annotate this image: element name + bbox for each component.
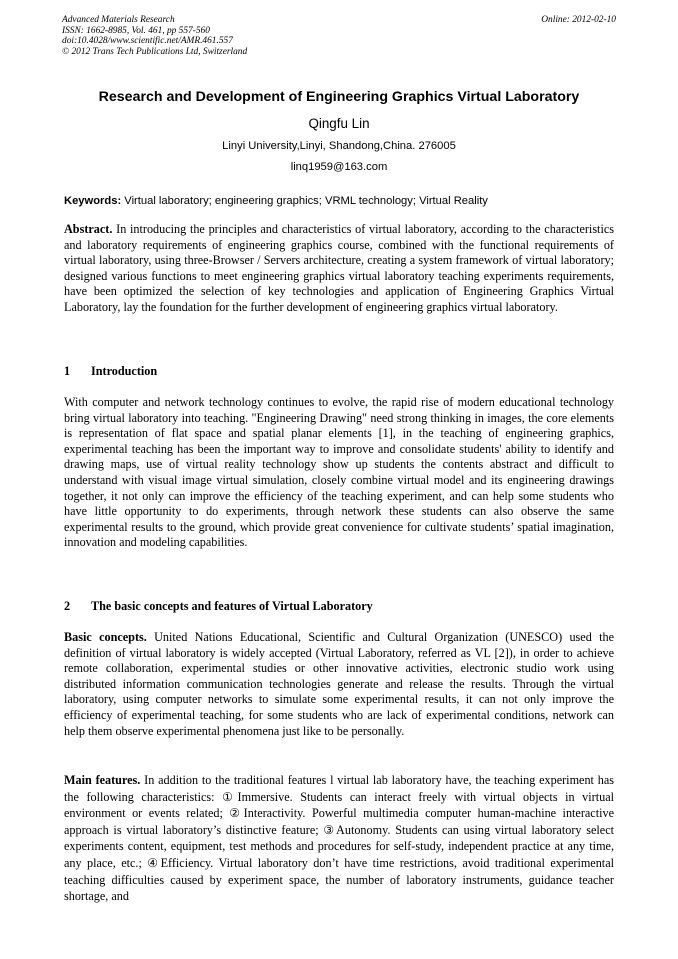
section-1-body: With computer and network technology continues to evolve, the rapid rise of modern educational technology bring virtual laboratory into teaching. "Engineering Drawing" need strong thinking in images, the core elements is representation of flat space and spatial planar elements [1], in the teaching of engineering graphics, experimental teaching has been the important way to improve and consolidate students' ability to identify and drawing maps, use of virtual reality technology show up students the contents abstract and difficult to understand with visual image virtual simulation, closely combine virtual model and its engineering drawings together, it not only can improve the efficiency of the teaching experiment, and can help some students who have little opportunity to do experiments, through network these students can also observe the same experimental results to the ground, which provide great convenience for cultivate students’ spatial imagination, innovation and modeling capabilities.	[64, 395, 614, 550]
author-affiliation: Linyi University,Linyi, Shandong,China. 276005	[222, 140, 456, 152]
abstract	[64, 222, 614, 316]
author-name: Qingfu Lin	[308, 116, 370, 131]
main-features-paragraph	[64, 772, 614, 905]
journal-name: Advanced Materials Research	[62, 15, 175, 25]
basic-concepts-paragraph	[64, 630, 614, 739]
section-2-heading	[64, 599, 373, 614]
basic-concepts-text: United Nations Educational, Scientific and Cultural Organization (UNESCO) used the definition of virtual laboratory is widely accepted (Virtual Laboratory, referred as VL [2]), in order to achieve remote collaboration, experimental studies or other innovative activities, electronic studio work using distributed information communication technologies generate and release the results. Through the virtual laboratory, using computer networks to simulate some experimental results, it can not only improve the efficiency of experimental teaching, for some students who are lack of experimental conditions, network can help them observe experimental phenomena just like to be personally.	[64, 630, 614, 738]
online-date: Online: 2012-02-10	[541, 15, 616, 25]
keywords	[64, 194, 614, 208]
main-features-label: Main features.	[64, 773, 141, 787]
section-1-number: 1	[64, 364, 71, 378]
main-features-text: In addition to the traditional features l virtual lab laboratory have, the teaching experiment has the following characteristics: ①Immersive. Students can interact freely with virtual objects in virtual environment or events related; ②Interactivity. Powerful multimedia computer human-machine interactive approach is virtual laboratory’s distinctive feature; ③Autonomy. Students can using virtual laboratory select experiments content, equipment, test methods and procedures for self-study, independent practice at any time, any place, etc.; ④Efficiency. Virtual laboratory don’t have time restrictions, avoid traditional experimental teaching difficulties caused by experiment space, the number of laboratory instruments, guidance teacher shortage, and	[64, 773, 614, 904]
copyright-line: © 2012 Trans Tech Publications Ltd, Switzerland	[62, 46, 248, 57]
author-email: linq1959@163.com	[290, 161, 388, 173]
basic-concepts-label: Basic concepts.	[64, 630, 147, 644]
abstract-label: Abstract.	[64, 222, 113, 236]
journal-header	[62, 15, 247, 57]
section-1-title: Introduction	[91, 364, 158, 378]
keywords-label: Keywords:	[64, 195, 122, 207]
section-2-title: The basic concepts and features of Virtual Laboratory	[91, 599, 373, 613]
section-2-number: 2	[64, 599, 71, 613]
doi-line: doi:10.4028/www.scientific.net/AMR.461.557	[62, 36, 233, 47]
abstract-text: In introducing the principles and characteristics of virtual laboratory, according to the characteristics and laboratory requirements of engineering graphics course, combined with the functional requirements of virtual laboratory, using three-Browser / Servers architecture, creating a system framework of virtual laboratory; designed various functions to meet engineering graphics virtual laboratory teaching experiments requirements, have been optimized the selection of key technologies and application of Engineering Graphics Virtual Laboratory, lay the foundation for the further development of engineering graphics virtual laboratory.	[64, 222, 614, 314]
keywords-text: Virtual laboratory; engineering graphics; VRML technology; Virtual Reality	[121, 195, 488, 207]
section-1-heading	[64, 364, 157, 379]
paper-title: Research and Development of Engineering Graphics Virtual Laboratory	[98, 89, 580, 105]
issn-line: ISSN: 1662-8985, Vol. 461, pp 557-560	[62, 25, 210, 36]
